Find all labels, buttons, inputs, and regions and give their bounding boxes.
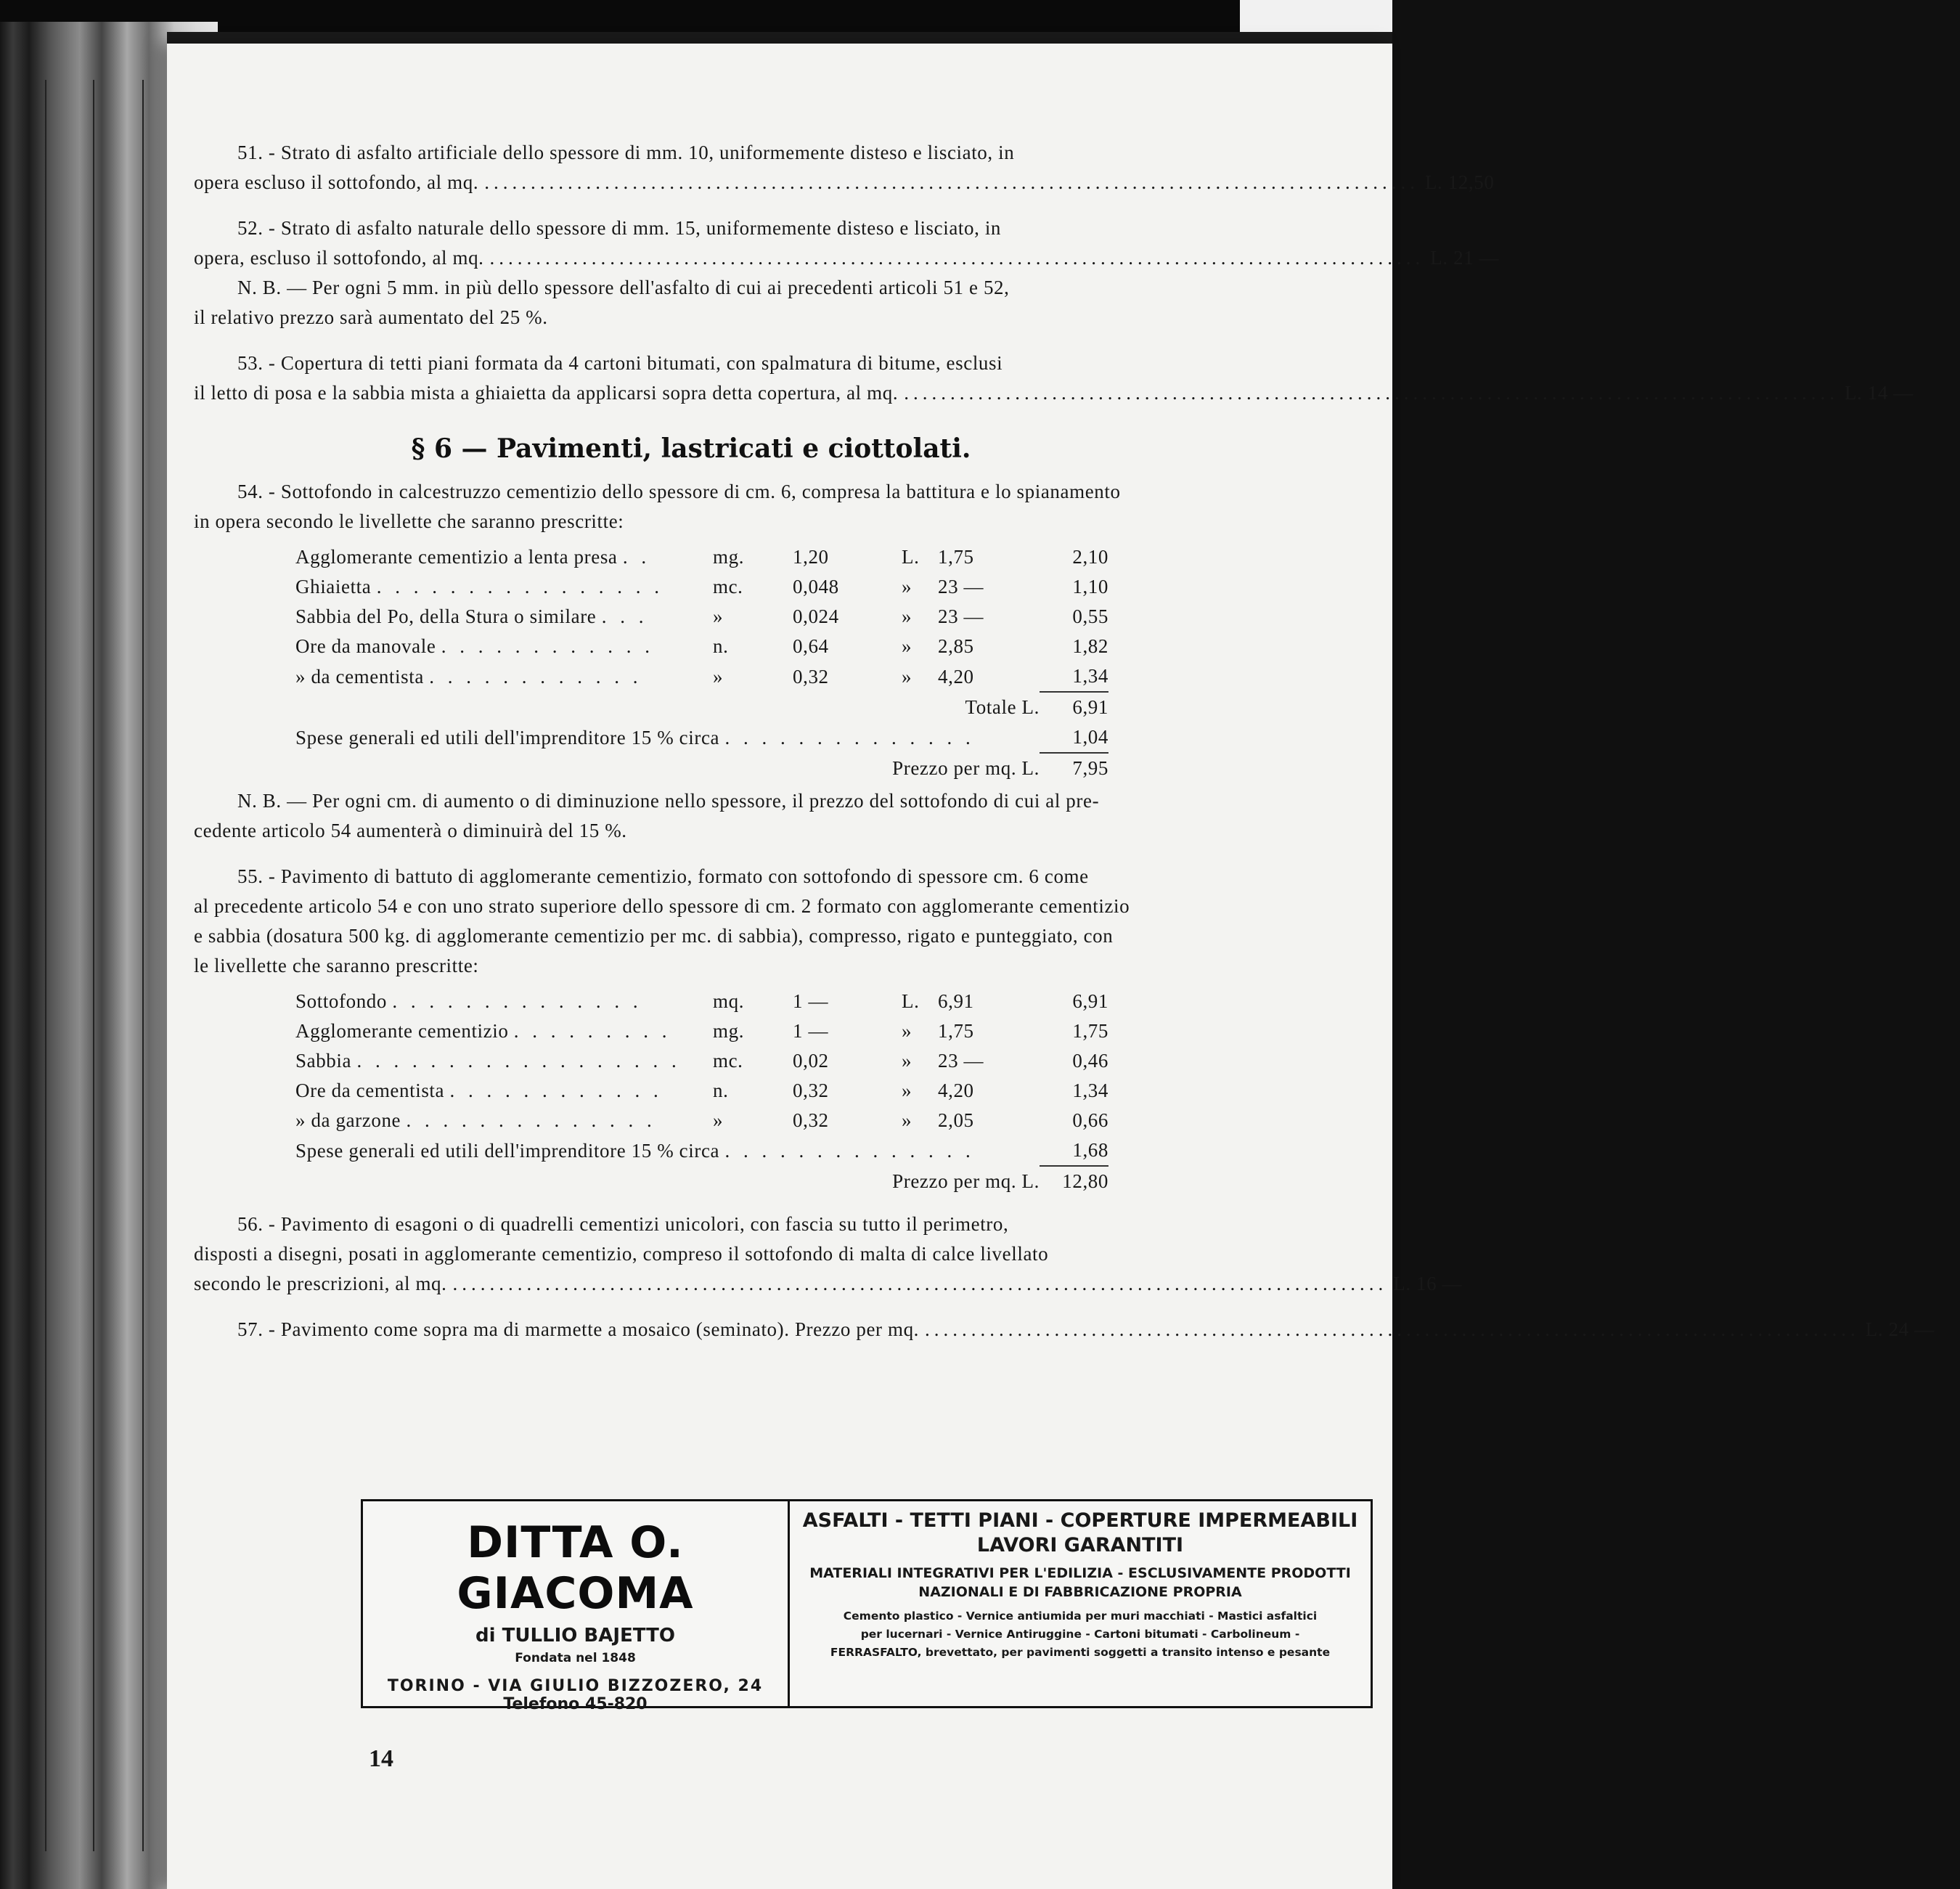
cost-rate: 4,20: [938, 1080, 974, 1101]
table-row: [295, 632, 1108, 661]
dot-leader: . . . . . . . . . . . . . .: [724, 1139, 975, 1162]
cost-currency: »: [902, 1050, 912, 1072]
item-51-line2: opera escluso il sottofondo, al mq.: [194, 171, 479, 193]
item-52-nb-line1: N. B. — Per ogni 5 mm. in più dello spessore dell'asfalto di cui ai precedenti articoli 51 e 52,: [237, 277, 1010, 298]
dot-leader: . . . . . . . . . . . .: [429, 665, 642, 688]
table-row: [295, 1016, 1108, 1046]
cost-desc: » da cementista: [295, 665, 424, 688]
item-52-price-line: [194, 243, 1500, 273]
item-53: [194, 348, 1914, 408]
cost-desc: Ghiaietta: [295, 576, 372, 597]
spese-label: Spese generali ed utili dell'imprenditore 15 % circa: [295, 1139, 720, 1162]
ad-materials-line-2: NAZIONALI E DI FABBRICAZIONE PROPRIA: [918, 1584, 1242, 1600]
item-57-price-line: [194, 1315, 1935, 1345]
table-row: [295, 1106, 1108, 1135]
cost-unit: »: [713, 1109, 724, 1131]
cost-qty: 1 —: [793, 1020, 829, 1042]
cost-qty: 0,32: [793, 1109, 829, 1131]
item-52-line1: 52. - Strato di asfalto naturale dello spessore di mm. 15, uniformemente disteso e lisciato, in: [237, 217, 1002, 239]
table-row: [295, 1076, 1108, 1106]
item-55-line1: 55. - Pavimento di battuto di agglomerante cementizio, formato con sottofondo di spessore cm. 6 come: [237, 865, 1089, 887]
cost-desc: Sabbia del Po, della Stura o similare: [295, 605, 597, 627]
ad-headline-2: LAVORI GARANTITI: [976, 1534, 1184, 1557]
table-row-prezzo: [295, 753, 1108, 783]
item-56-line3: secondo le prescrizioni, al mq.: [194, 1273, 447, 1294]
dot-leader: . .: [622, 546, 651, 568]
prezzo-label: Prezzo per mq. L.: [892, 1170, 1040, 1192]
spese-label: Spese generali ed utili dell'imprenditore 15 % circa: [295, 726, 720, 748]
cost-amount: 1,34: [1040, 661, 1108, 692]
cost-rate: 23 —: [938, 605, 984, 627]
item-56: [194, 1209, 1463, 1299]
advertisement-box: [361, 1499, 1373, 1713]
total-amount: 6,91: [1072, 696, 1108, 718]
ad-company-panel: [363, 1501, 790, 1713]
item-56-line1: 56. - Pavimento di esagoni o di quadrelli cementizi unicolori, con fascia su tutto il perimetro,: [237, 1213, 1009, 1235]
cost-unit: n.: [713, 1080, 729, 1101]
item-55: [194, 862, 1188, 981]
table-row-prezzo: [295, 1166, 1108, 1196]
dot-leader: .....................................................................................................: [452, 1273, 1388, 1294]
table-row: [295, 1046, 1108, 1076]
item-52-line2: opera, escluso il sottofondo, al mq.: [194, 247, 484, 269]
cost-desc: Ore da manovale: [295, 635, 436, 657]
item-53-price: L. 14 —: [1844, 382, 1914, 404]
cost-rate: 1,75: [938, 546, 974, 568]
ad-products-panel: [790, 1501, 1371, 1706]
cost-unit: n.: [713, 635, 729, 657]
cost-desc: » da garzone: [295, 1109, 401, 1131]
item-53-line1: 53. - Copertura di tetti piani formata da 4 cartoni bitumati, con spalmatura di bitume, esclusi: [237, 352, 1003, 374]
cost-rate: 2,05: [938, 1109, 974, 1131]
dot-leader: .....................................................................................................: [904, 382, 1839, 404]
ad-owner: di TULLIO BAJETTO: [475, 1625, 675, 1647]
cost-amount: 6,91: [1072, 990, 1108, 1012]
item-54-nb-line1: N. B. — Per ogni cm. di aumento o di diminuzione nello spessore, il prezzo del sottofondo di cui al pre-: [237, 790, 1100, 812]
cost-desc: Agglomerante cementizio: [295, 1020, 509, 1042]
dot-leader: . . . . . . . . .: [513, 1020, 671, 1042]
cost-unit: mg.: [713, 546, 745, 568]
cost-currency: »: [902, 1020, 912, 1042]
cost-currency: L.: [902, 990, 920, 1012]
total-label: Totale L.: [965, 695, 1040, 718]
item-54: [194, 477, 1188, 536]
dot-leader: . . . . . . . . . . . . . . . . . .: [356, 1050, 681, 1072]
item-54-line1: 54. - Sottofondo in calcestruzzo cementizio dello spessore di cm. 6, compresa la battitura e lo spianamento: [237, 481, 1121, 502]
cost-qty: 1 —: [793, 990, 829, 1012]
item-54-line2: in opera secondo le livellette che saranno prescritte:: [194, 510, 624, 532]
cost-unit: mc.: [713, 576, 743, 597]
table-row-spese: [295, 1135, 1108, 1166]
cost-qty: 1,20: [793, 546, 829, 568]
page-number: 14: [369, 1745, 393, 1772]
table-row-total: [295, 692, 1108, 722]
cost-desc: Agglomerante cementizio a lenta presa: [295, 546, 618, 568]
ad-products-line-2: per lucernari - Vernice Antiruggine - Cartoni bitumati - Carbolineum -: [860, 1628, 1300, 1641]
page-content: [194, 138, 1935, 1345]
cost-rate: 2,85: [938, 635, 974, 657]
cost-amount: 1,75: [1072, 1020, 1108, 1042]
cost-unit: »: [713, 665, 724, 688]
cost-rate: 4,20: [938, 665, 974, 688]
spine-edge-line: [142, 80, 144, 1851]
ad-products-line-3: FERRASFALTO, brevettato, per pavimenti soggetti a transito intenso e pesante: [830, 1646, 1331, 1659]
item-55-line3: e sabbia (dosatura 500 kg. di agglomerante cementizio per mc. di sabbia), compresso, rigato e punteggiato, con: [194, 925, 1114, 947]
dot-leader: . . .: [601, 605, 648, 627]
item-53-price-line: [194, 378, 1914, 408]
cost-currency: »: [902, 605, 912, 627]
item-52: [194, 213, 1500, 332]
dot-leader: . . . . . . . . . . . . . .: [406, 1109, 656, 1131]
ad-headline: ASFALTI - TETTI PIANI - COPERTURE IMPERMEABILI: [802, 1509, 1358, 1532]
cost-qty: 0,048: [793, 576, 839, 597]
item-57: [194, 1315, 1935, 1345]
ad-products-line: Cemento plastico - Vernice antiumida per muri macchiati - Mastici asfaltici: [843, 1609, 1318, 1623]
cost-amount: 1,10: [1072, 576, 1108, 597]
table-row: [295, 602, 1108, 632]
ad-phone: Telefono 45-820: [503, 1695, 648, 1713]
cost-qty: 0,32: [793, 1080, 829, 1101]
cost-desc: Sabbia: [295, 1050, 352, 1072]
cost-currency: »: [902, 665, 912, 688]
ad-founded: Fondata nel 1848: [515, 1651, 636, 1665]
item-51-price-line: [194, 168, 1495, 197]
table-row: [295, 661, 1108, 692]
cost-qty: 0,02: [793, 1050, 829, 1072]
prezzo-amount: 7,95: [1072, 757, 1108, 779]
item-54-cost-table: [295, 542, 1108, 783]
item-55-line4: le livellette che saranno prescritte:: [194, 955, 479, 976]
cost-currency: »: [902, 635, 912, 657]
dot-leader: .....................................................................................................: [484, 171, 1419, 193]
cost-unit: mc.: [713, 1050, 743, 1072]
dot-leader: . . . . . . . . . . . . . . . .: [376, 576, 663, 597]
cost-qty: 0,64: [793, 635, 829, 657]
cost-currency: L.: [902, 546, 920, 568]
item-56-price: L. 16 —: [1393, 1273, 1463, 1294]
item-52-price: L. 21 —: [1430, 247, 1500, 269]
cost-amount: 0,66: [1072, 1109, 1108, 1131]
item-51-line1: 51. - Strato di asfalto artificiale dello spessore di mm. 10, uniformemente disteso e lisciato, in: [237, 142, 1015, 163]
item-54-nb-line2: cedente articolo 54 aumenterà o diminuirà del 15 %.: [194, 820, 627, 841]
spese-amount: 1,68: [1040, 1135, 1108, 1166]
table-row: [295, 987, 1108, 1016]
cost-unit: mq.: [713, 990, 745, 1012]
item-56-line2: disposti a disegni, posati in agglomerante cementizio, compreso il sottofondo di malta di calce livellato: [194, 1243, 1049, 1265]
cost-qty: 0,32: [793, 665, 829, 688]
table-row: [295, 572, 1108, 602]
ad-address: TORINO - VIA GIULIO BIZZOZERO, 24: [387, 1677, 764, 1695]
item-52-nb-line2: il relativo prezzo sarà aumentato del 25 %.: [194, 306, 548, 328]
cost-unit: »: [713, 605, 724, 627]
section-6-title: § 6 — Pavimenti, lastricati e ciottolati.: [411, 433, 971, 464]
item-51: [194, 138, 1495, 197]
item-53-line2: il letto di posa e la sabbia mista a ghiaietta da applicarsi sopra detta copertura, al mq.: [194, 382, 899, 404]
ad-materials-line: MATERIALI INTEGRATIVI PER L'EDILIZIA - ESCLUSIVAMENTE PRODOTTI: [809, 1565, 1351, 1581]
scan-top-notch: [1240, 0, 1392, 32]
cost-qty: 0,024: [793, 605, 839, 627]
dot-leader: . . . . . . . . . . . . . .: [392, 990, 642, 1012]
dot-leader: .....................................................................................................: [925, 1318, 1860, 1340]
ad-company-name: DITTA O. GIACOMA: [457, 1517, 694, 1619]
cost-unit: mg.: [713, 1020, 745, 1042]
table-row-spese: [295, 722, 1108, 753]
spine-edge-line: [93, 80, 94, 1851]
prezzo-label: Prezzo per mq. L.: [892, 756, 1040, 779]
cost-desc: Sottofondo: [295, 990, 388, 1012]
cost-amount: 1,34: [1072, 1080, 1108, 1101]
cost-currency: »: [902, 1109, 912, 1131]
item-55-line2: al precedente articolo 54 e con uno strato superiore dello spessore di cm. 2 formato con agglomerante cementizio: [194, 895, 1130, 917]
cost-amount: 0,55: [1072, 605, 1108, 627]
dot-leader: . . . . . . . . . . . .: [441, 635, 655, 657]
cost-rate: 1,75: [938, 1020, 974, 1042]
spese-amount: 1,04: [1040, 722, 1108, 753]
dot-leader: . . . . . . . . . . . .: [449, 1080, 663, 1101]
cost-desc: Ore da cementista: [295, 1080, 445, 1101]
item-56-price-line: [194, 1269, 1463, 1299]
item-51-price: L. 12,50: [1424, 171, 1495, 193]
cost-rate: 6,91: [938, 990, 974, 1012]
cost-amount: 2,10: [1072, 546, 1108, 568]
cost-amount: 0,46: [1072, 1050, 1108, 1072]
cost-rate: 23 —: [938, 1050, 984, 1072]
table-row: [295, 542, 1108, 572]
dot-leader: .....................................................................................................: [489, 247, 1425, 269]
spine-edge-line: [45, 80, 46, 1851]
cost-rate: 23 —: [938, 576, 984, 597]
item-54-nb: [194, 786, 1188, 846]
item-57-line1: 57. - Pavimento come sopra ma di marmette a mosaico (seminato). Prezzo per mq.: [237, 1318, 920, 1340]
item-55-cost-table: [295, 987, 1108, 1196]
cost-currency: »: [902, 576, 912, 597]
cost-currency: »: [902, 1080, 912, 1101]
cost-amount: 1,82: [1072, 635, 1108, 657]
prezzo-amount: 12,80: [1062, 1170, 1108, 1192]
dot-leader: . . . . . . . . . . . . . .: [724, 726, 975, 748]
item-57-price: L. 24 —: [1865, 1318, 1935, 1340]
